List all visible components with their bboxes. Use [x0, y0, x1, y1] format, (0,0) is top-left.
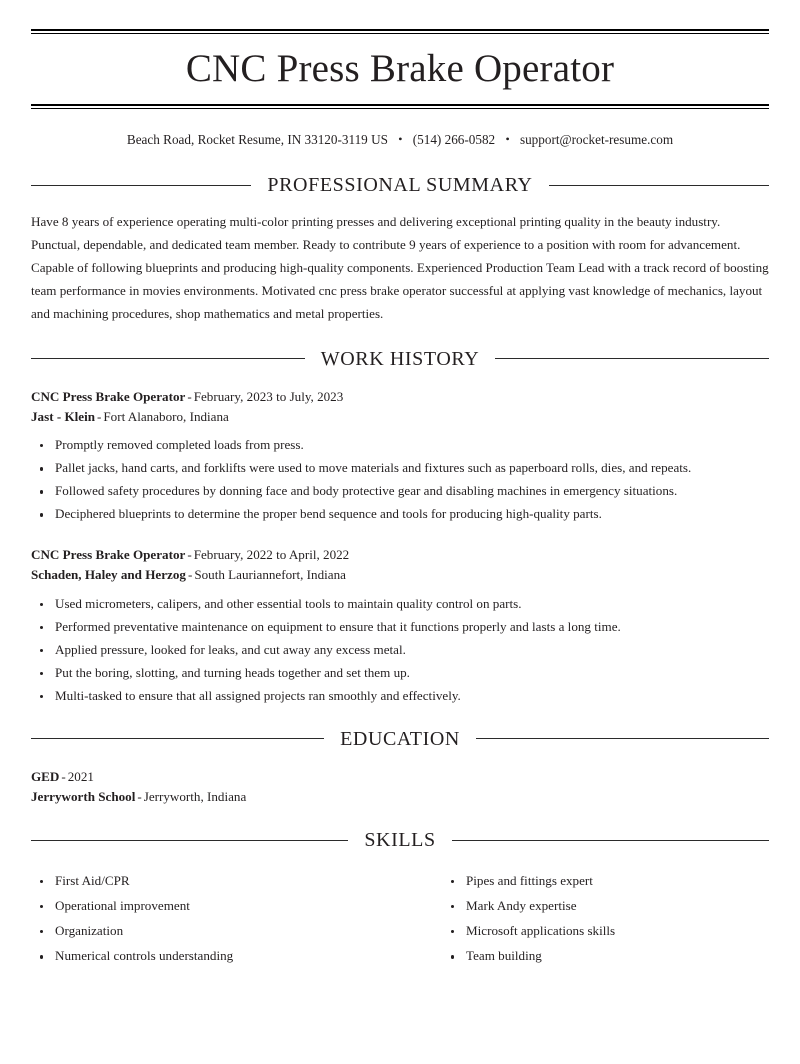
header-bottom-rule-thick: [31, 104, 769, 106]
job-role: CNC Press Brake Operator: [31, 547, 186, 563]
skills-column-left: [31, 863, 400, 972]
section-rule-right: [495, 358, 769, 359]
job-separator: -: [187, 567, 193, 583]
section-professional-summary: [0, 174, 800, 326]
resume-header: [0, 29, 800, 110]
header-bottom-rule: [31, 104, 769, 110]
list-item: Promptly removed completed loads from press.: [31, 436, 769, 455]
list-item: Organization: [31, 922, 400, 941]
contact-email: support@rocket-resume.com: [519, 131, 674, 147]
section-title-work-history: WORK HISTORY: [320, 347, 480, 370]
job-role: CNC Press Brake Operator: [31, 388, 186, 404]
job-separator: -: [187, 388, 192, 404]
education-separator: -: [137, 788, 142, 804]
list-item: Used micrometers, calipers, and other essential tools to maintain quality control on parts.: [31, 595, 769, 614]
section-title-skills: SKILLS: [364, 829, 436, 852]
section-header-summary: [31, 174, 769, 196]
skills-list-right: [442, 872, 769, 966]
skills-column-right: [400, 863, 769, 972]
page-title: CNC Press Brake Operator: [185, 47, 615, 90]
job-company: Schaden, Haley and Herzog: [31, 567, 186, 583]
header-top-rule-thick: [31, 29, 769, 31]
list-item: Microsoft applications skills: [442, 922, 769, 941]
education-degree-line: [31, 767, 769, 787]
list-item: Performed preventative maintenance on equipment to ensure that it functions properly and lasts a long time.: [31, 618, 769, 637]
header-bottom-rule-thin: [31, 108, 769, 109]
contact-separator-2: •: [505, 131, 510, 146]
resume-page: [0, 29, 800, 1064]
summary-text: Have 8 years of experience operating multi-color printing presses and delivering exceptional printing quality in the beauty industry. Punctual, dependable, and dedicated team member. Ready to contribute 9 years of experience to a position with room for advancement. Capable of following blueprints and producing high-quality components. Experienced Production Team Lead with a track record of boosting team performance in movies environments. Motivated cnc press brake operator successful at applying vast knowledge of mechanics, layout and machining procedures, shop mathematics and metal properties.: [31, 214, 769, 321]
section-title-education: EDUCATION: [340, 727, 460, 750]
list-item: Applied pressure, looked for leaks, and cut away any excess metal.: [31, 641, 769, 660]
list-item: Pipes and fittings expert: [442, 872, 769, 891]
contact-line: [0, 131, 800, 149]
header-top-rule-thin: [31, 33, 769, 34]
skills-list-left: [31, 872, 400, 966]
list-item: Followed safety procedures by donning face and body protective gear and disabling machines in emergency situations.: [31, 482, 769, 501]
section-rule-right: [549, 185, 769, 186]
job-company-line: [31, 407, 769, 427]
contact-address: Beach Road, Rocket Resume, IN 33120-3119 US: [126, 131, 388, 147]
education-school: Jerryworth School: [31, 788, 136, 804]
list-item: Team building: [442, 947, 769, 966]
section-header-skills: [31, 829, 769, 851]
section-title-summary: PROFESSIONAL SUMMARY: [267, 174, 533, 197]
education-year: 2021: [67, 768, 94, 784]
contact-phone: (514) 266-0582: [412, 131, 496, 147]
job-dates: February, 2022 to April, 2022: [193, 547, 350, 563]
contact-separator-1: •: [398, 131, 403, 146]
section-header-work-history: [31, 348, 769, 370]
education-degree: GED: [31, 768, 60, 784]
job-separator: -: [97, 408, 102, 424]
section-rule-left: [31, 738, 324, 739]
list-item: Operational improvement: [31, 897, 400, 916]
list-item: Deciphered blueprints to determine the proper bend sequence and tools for producing high-quality parts.: [31, 505, 769, 524]
section-skills: [0, 829, 800, 972]
list-item: Mark Andy expertise: [442, 897, 769, 916]
education-separator: -: [61, 768, 66, 784]
list-item: First Aid/CPR: [31, 872, 400, 891]
job-company: Jast - Klein: [31, 408, 96, 424]
skills-columns: [31, 863, 769, 972]
section-rule-left: [31, 840, 348, 841]
education-school-line: [31, 787, 769, 807]
work-history-entry: [31, 545, 769, 705]
section-education: [0, 728, 800, 808]
job-bullet-list: [31, 436, 769, 524]
education-entry: [31, 767, 769, 808]
list-item: Numerical controls understanding: [31, 947, 400, 966]
section-rule-left: [31, 185, 251, 186]
job-role-line: [31, 545, 769, 565]
section-rule-right: [452, 840, 769, 841]
job-role-line: [31, 387, 769, 407]
header-top-rule: [31, 29, 769, 35]
work-history-entry: [31, 387, 769, 524]
section-work-history: [0, 348, 800, 706]
job-separator: -: [187, 547, 192, 563]
job-dates: February, 2023 to July, 2023: [193, 388, 344, 404]
section-rule-left: [31, 358, 305, 359]
list-item: Pallet jacks, hand carts, and forklifts were used to move materials and fixtures such as paperboard rolls, dies, and repeats.: [31, 459, 769, 478]
job-bullet-list: [31, 595, 769, 706]
list-item: Multi-tasked to ensure that all assigned projects ran smoothly and effectively.: [31, 687, 769, 706]
job-location: South Lauriannefort, Indiana: [194, 567, 346, 583]
job-location: Fort Alanaboro, Indiana: [103, 408, 229, 424]
list-item: Put the boring, slotting, and turning heads together and set them up.: [31, 664, 769, 683]
job-company-line: [31, 565, 769, 585]
education-location: Jerryworth, Indiana: [143, 788, 247, 804]
section-rule-right: [476, 738, 769, 739]
section-header-education: [31, 728, 769, 750]
